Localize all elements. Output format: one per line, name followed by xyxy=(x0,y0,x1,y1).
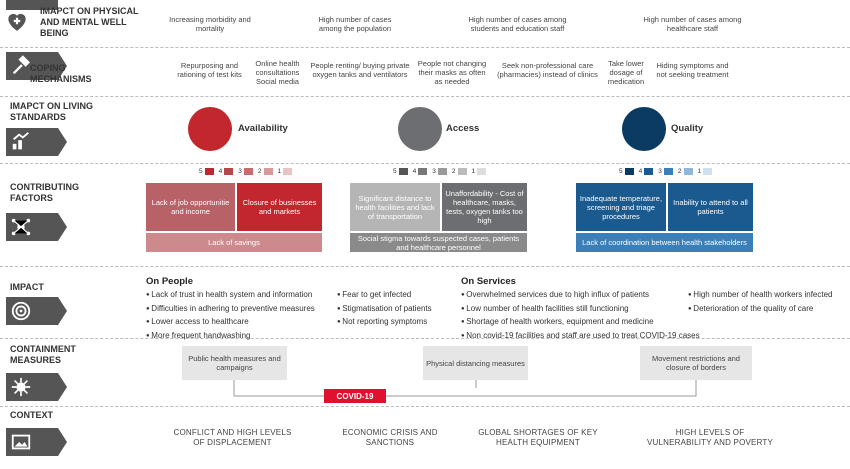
scale-num: 2 xyxy=(677,168,682,175)
bullet-item: ● Fear to get infected xyxy=(337,289,432,303)
picture-icon xyxy=(10,431,32,453)
row-label-coping: COPING MECHANISMS xyxy=(30,63,92,84)
row-label-factors: CONTRIBUTING FACTORS xyxy=(10,182,79,203)
row-label-context: CONTEXT xyxy=(10,410,54,420)
target-icon xyxy=(10,300,32,322)
bullet-item: ● Non covid-19 facilities and staff are used to treat COVID-19 cases xyxy=(461,330,700,344)
coping-item: Online health consultations Social media xyxy=(255,59,300,86)
row-chevron xyxy=(58,373,67,401)
scale-num: 4 xyxy=(412,168,417,175)
row-label-living: IMAPCT ON LIVING STANDARDS xyxy=(10,101,93,122)
impact-people-title: On People xyxy=(146,276,193,287)
pillar-label: Availability xyxy=(238,123,288,134)
coping-item: Repurposing and rationing of test kits xyxy=(177,61,242,79)
row-separator xyxy=(0,266,850,267)
availability-circle xyxy=(188,107,232,151)
factor-box: Inability to attend to all patients xyxy=(668,183,753,231)
heart-plus-icon xyxy=(4,8,30,34)
containment-measure: Movement restrictions and closure of borders xyxy=(640,346,752,380)
row-label-physical: IMAPCT ON PHYSICAL AND MENTAL WELL BEING xyxy=(40,6,139,38)
row-chevron xyxy=(58,213,67,241)
scale-num: 2 xyxy=(257,168,262,175)
row-icon-bg xyxy=(6,373,58,401)
bullet-item: ● More frequent handwashing xyxy=(146,330,315,344)
scale-num: 5 xyxy=(619,168,623,175)
scale-num: 1 xyxy=(697,168,702,175)
scale-num: 3 xyxy=(238,168,242,175)
row-separator xyxy=(0,163,850,164)
scale-num: 5 xyxy=(393,168,397,175)
coping-item: Take lower dosage of medication xyxy=(607,59,645,86)
scale-num: 4 xyxy=(638,168,643,175)
factor-box: Unaffordability - Cost of healthcare, masks, tests, oxygen tanks too high xyxy=(442,183,527,231)
bullet-item: ● Overwhelmed services due to high influx of patients xyxy=(461,289,700,303)
row-icon-bg xyxy=(6,128,58,156)
physical-item: High number of cases among the population xyxy=(318,15,392,33)
row-separator xyxy=(0,96,850,97)
physical-item: High number of cases among healthcare staff xyxy=(643,15,742,33)
bullet-item: ● Lack of trust in health system and information xyxy=(146,289,315,303)
bullet-item: ● High number of health workers infected xyxy=(688,289,832,303)
bullet-item: ● Not reporting symptoms xyxy=(337,316,432,330)
containment-measure: Public health measures and campaigns xyxy=(182,346,287,380)
factor-box: Lack of savings xyxy=(146,233,322,252)
factor-box: Lack of coordination between health stakeholders xyxy=(576,233,753,252)
context-item: GLOBAL SHORTAGES OF KEY HEALTH EQUIPMENT xyxy=(478,428,598,447)
impact-people-list-1 xyxy=(146,289,315,343)
scale-num: 3 xyxy=(432,168,436,175)
chart-up-icon xyxy=(10,131,32,153)
physical-item: Increasing morbidity and mortality xyxy=(169,15,251,33)
factor-box: Closure of businesses and markets xyxy=(237,183,322,231)
virus-icon xyxy=(10,376,32,398)
scale-num: 4 xyxy=(218,168,223,175)
scale-num: 2 xyxy=(451,168,456,175)
containment-measure: Physical distancing measures xyxy=(423,346,528,380)
context-item: HIGH LEVELS OF VULNERABILITY AND POVERTY xyxy=(646,428,774,447)
pillar-label: Quality xyxy=(671,123,704,134)
row-icon-bg xyxy=(6,428,58,456)
context-item: CONFLICT AND HIGH LEVELS OF DISPLACEMENT xyxy=(173,428,292,447)
coping-item: Hiding symptoms and not seeking treatment xyxy=(656,61,729,79)
pillar-label: Access xyxy=(446,123,480,134)
row-label-containment: CONTAINMENT MEASURES xyxy=(10,344,76,365)
bullet-item: ● Shortage of health workers, equipment and medicine xyxy=(461,316,700,330)
scale-num: 1 xyxy=(277,168,282,175)
severity-scale-access xyxy=(393,168,489,175)
factor-box: Lack of job opportunitie and income xyxy=(146,183,235,231)
coping-item: People renting/ buying private oxygen tanks and ventilators xyxy=(310,61,410,79)
impact-people-list-2 xyxy=(337,289,432,330)
row-chevron xyxy=(58,297,67,325)
scale-num: 5 xyxy=(199,168,203,175)
scale-num: 1 xyxy=(471,168,476,175)
hammer-icon xyxy=(10,55,32,77)
bullet-item: ● Deterioration of the quality of care xyxy=(688,303,832,317)
coping-item: Seek non-professional care (pharmacies) instead of clinics xyxy=(497,61,598,79)
scale-num: 3 xyxy=(658,168,662,175)
quality-circle xyxy=(622,107,666,151)
coping-item: People not changing their masks as often as needed xyxy=(417,59,487,86)
row-separator xyxy=(0,47,850,48)
covid-badge: COVID-19 xyxy=(324,389,386,403)
severity-scale-availability xyxy=(199,168,295,175)
network-icon xyxy=(10,216,32,238)
impact-services-title: On Services xyxy=(461,276,516,287)
covid-bracket xyxy=(230,380,710,400)
impact-services-list-1 xyxy=(461,289,700,343)
severity-scale-quality xyxy=(619,168,715,175)
factor-box: Significant distance to health facilities and lack of transportation xyxy=(350,183,440,231)
bullet-item: ● Stigmatisation of patients xyxy=(337,303,432,317)
access-circle xyxy=(398,107,442,151)
physical-item: High number of cases among students and education staff xyxy=(468,15,567,33)
row-icon-bg xyxy=(6,297,58,325)
bullet-item: ● Low number of health facilities still functioning xyxy=(461,303,700,317)
row-chevron xyxy=(58,128,67,156)
context-item: ECONOMIC CRISIS AND SANCTIONS xyxy=(342,428,438,447)
factor-box: Inadequate temperature, screening and triage procedures xyxy=(576,183,666,231)
row-separator xyxy=(0,406,850,407)
impact-services-list-2 xyxy=(688,289,832,316)
row-icon-bg xyxy=(6,213,58,241)
bullet-item: ● Difficulties in adhering to preventive measures xyxy=(146,303,315,317)
row-label-impact: IMPACT xyxy=(10,282,44,292)
factor-box: Social stigma towards suspected cases, patients and healthcare personnel xyxy=(350,233,527,252)
row-separator xyxy=(0,338,850,339)
row-chevron xyxy=(58,428,67,456)
bullet-item: ● Lower access to healthcare xyxy=(146,316,315,330)
